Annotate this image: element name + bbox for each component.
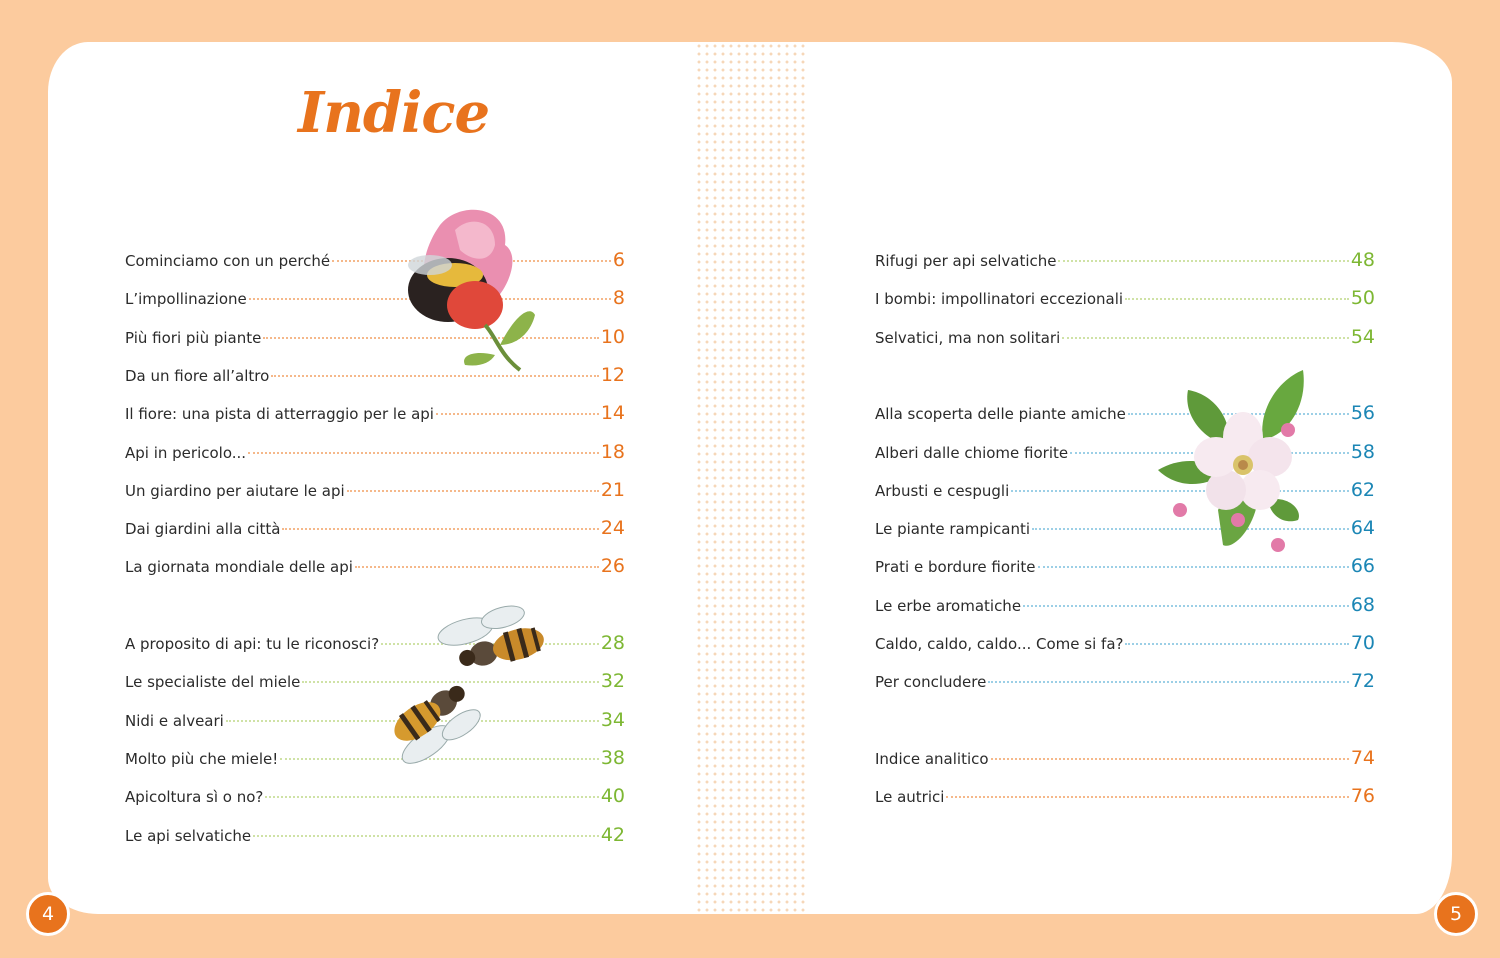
toc-entry-title: Le piante rampicanti [875,520,1031,539]
toc-entry-title: Alla scoperta delle piante amiche [875,405,1126,424]
dot-leader [265,796,598,798]
toc-entry-title: Caldo, caldo, caldo... Come si fa? [875,635,1124,653]
toc-entry-title: Le erbe aromatiche [875,596,1022,615]
dot-leader [988,681,1348,683]
toc-entry-page: 21 [600,478,625,501]
toc-entry-title: Il fiore: una pista di atterraggio per le api [125,405,434,424]
page-number-right: 5 [1434,892,1478,936]
toc-entry-page: 24 [600,517,625,540]
toc-entry-page: 8 [612,287,625,310]
toc-entry-page: 76 [1350,785,1375,808]
toc-entry[interactable] [875,670,1375,696]
toc-entry-title: Rifugi per api selvatiche [875,252,1057,270]
toc-entry[interactable] [125,287,625,313]
toc-entry[interactable] [125,824,625,850]
dot-leader [1058,260,1348,262]
dot-leader [282,528,598,530]
toc-entry[interactable] [875,326,1375,352]
toc-entry-title: La giornata mondiale delle api [125,558,353,577]
dot-leader [253,835,599,837]
bumblebee-on-flower-illustration [400,205,550,390]
toc-entry-title: Molto più che miele! [125,749,279,768]
toc-entry-page: 18 [600,440,625,463]
toc-entry-page: 66 [1350,555,1375,578]
page-number-left: 4 [26,892,70,936]
toc-entry-page: 32 [600,670,625,693]
dot-leader [436,413,599,415]
toc-entry-title: Le autrici [875,788,945,807]
toc-entry[interactable] [125,249,625,275]
toc-entry-title: Selvatici, ma non solitari [875,328,1061,347]
toc-entry-page: 38 [600,746,625,769]
toc-entry-page: 64 [1350,517,1375,540]
dot-leader [946,796,1348,798]
toc-entry-page: 10 [600,325,625,348]
toc-entry[interactable] [875,747,1375,773]
page-title: Indice [298,80,490,146]
toc-entry-title: A proposito di api: tu le riconosci? [125,635,380,653]
toc-entry-title: Indice analitico [875,749,989,768]
toc-entry[interactable] [875,249,1375,275]
honeybees-illustration [380,600,555,780]
dot-leader [1125,298,1349,300]
toc-entry-title: Alberi dalle chiome fiorite [875,443,1069,462]
toc-entry-page: 12 [600,363,625,386]
toc-entry[interactable] [125,785,625,811]
apple-blossom-illustration [1158,370,1308,555]
toc-entry-page: 48 [1350,249,1375,271]
dot-leader [1062,337,1349,339]
toc-entry-title: I bombi: impollinatori eccezionali [875,290,1124,309]
toc-entry-page: 62 [1350,478,1375,501]
toc-entry[interactable] [875,594,1375,620]
toc-entry-page: 40 [600,785,625,808]
toc-entry-page: 68 [1350,593,1375,616]
toc-entry-page: 50 [1350,287,1375,310]
toc-entry[interactable] [875,632,1375,658]
toc-entry-page: 26 [600,555,625,578]
toc-entry-page: 56 [1350,402,1375,425]
toc-entry[interactable] [875,555,1375,581]
toc-entry-page: 34 [600,708,625,731]
toc-entry[interactable] [125,402,625,428]
toc-entry-title: Prati e bordure fiorite [875,558,1036,577]
dot-leader [347,490,599,492]
dot-leader [248,452,599,454]
toc-entry-title: L’impollinazione [125,290,247,309]
dot-leader [1038,566,1349,568]
toc-entry-page: 72 [1350,670,1375,693]
toc-entry[interactable] [875,785,1375,811]
toc-entry[interactable] [125,555,625,581]
toc-entry-page: 54 [1350,325,1375,348]
toc-left [125,0,625,958]
toc-entry-page: 74 [1350,746,1375,769]
toc-entry-page: 14 [600,402,625,425]
toc-entry[interactable] [125,441,625,467]
toc-entry-title: Api in pericolo... [125,443,247,462]
toc-entry-page: 42 [600,823,625,846]
toc-entry-title: Da un fiore all’altro [125,366,270,385]
toc-entry[interactable] [125,517,625,543]
toc-entry-page: 28 [600,632,625,654]
toc-entry-page: 6 [612,249,625,271]
toc-entry-title: Dai giardini alla città [125,520,281,539]
toc-entry-title: Un giardino per aiutare le api [125,481,345,500]
toc-entry-title: Apicoltura sì o no? [125,788,264,807]
dot-leader [1023,605,1349,607]
toc-entry-title: Cominciamo con un perché [125,252,331,270]
book-gutter [695,42,805,914]
toc-entry-title: Nidi e alveari [125,711,224,730]
toc-entry[interactable] [125,479,625,505]
toc-entry-title: Più fiori più piante [125,328,262,347]
toc-entry[interactable] [125,364,625,390]
toc-entry-title: Arbusti e cespugli [875,481,1010,500]
toc-entry-page: 70 [1350,632,1375,654]
toc-entry-title: Le api selvatiche [125,826,252,845]
dot-leader [1125,643,1348,645]
toc-entry[interactable] [875,287,1375,313]
dot-leader [355,566,599,568]
dot-leader [991,758,1349,760]
toc-entry-page: 58 [1350,440,1375,463]
toc-entry-title: Le specialiste del miele [125,673,301,692]
toc-entry[interactable] [125,326,625,352]
toc-entry-title: Per concludere [875,673,987,692]
